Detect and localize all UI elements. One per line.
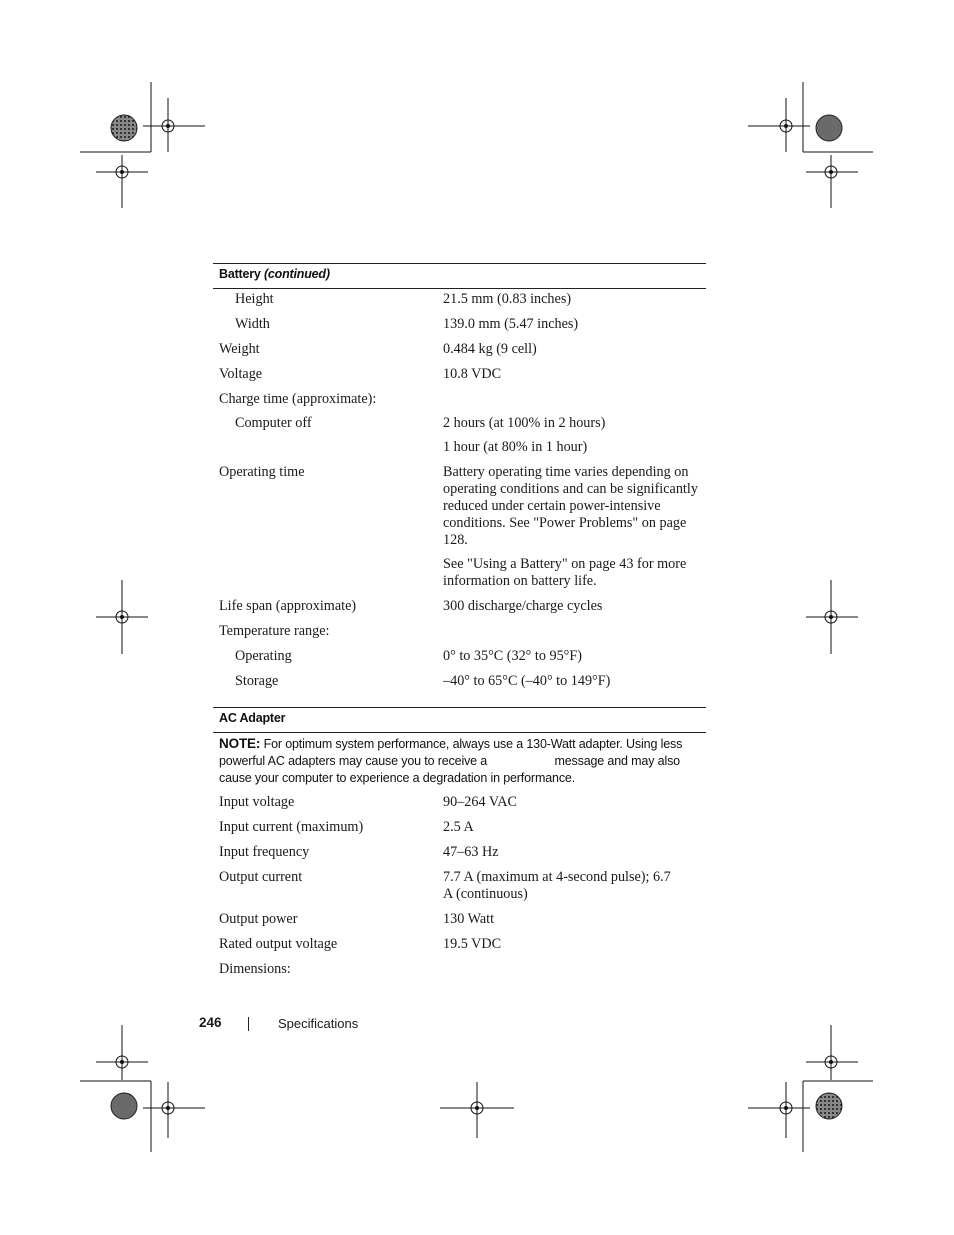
spec-label: Width (235, 316, 270, 332)
spec-label: Voltage (219, 366, 263, 382)
battery-section-title (219, 267, 330, 281)
spec-label: Input current (maximum) (219, 819, 364, 835)
ac-adapter-section-title: AC Adapter (219, 711, 286, 725)
spec-value: 21.5 mm (0.83 inches) (443, 291, 572, 307)
ac-adapter-note (219, 735, 709, 787)
footer-section-title: Specifications (278, 1016, 359, 1031)
battery-header-bottom-rule (213, 288, 706, 289)
spec-label: Charge time (approximate): (219, 391, 377, 407)
spec-label: Dimensions: (219, 961, 291, 977)
spec-value: 2.5 A (443, 819, 474, 835)
ac-header-top-rule (213, 707, 706, 708)
spec-value: See "Using a Battery" on page 43 for more information on battery life. (443, 556, 687, 589)
spec-value: Battery operating time varies depending on operating conditions and can be significantly reduced under certain power-intensive conditions. See "Power Problems" on page 128. (443, 464, 698, 548)
spec-label: Output current (219, 869, 303, 885)
spec-value: 300 discharge/charge cycles (443, 598, 603, 614)
battery-header-top-rule (213, 263, 706, 264)
ac-header-bottom-rule (213, 732, 706, 733)
spec-value: 130 Watt (443, 911, 495, 927)
spec-label: Storage (235, 673, 279, 689)
spec-label: Computer off (235, 415, 312, 431)
spec-label: Output power (219, 911, 298, 927)
spec-value: 139.0 mm (5.47 inches) (443, 316, 579, 332)
spec-value: 19.5 VDC (443, 936, 502, 952)
spec-label: Rated output voltage (219, 936, 338, 952)
spec-label: Weight (219, 341, 260, 357)
spec-label: Height (235, 291, 274, 307)
spec-value: 47–63 Hz (443, 844, 499, 860)
spec-label: Operating time (219, 464, 305, 480)
spec-label: Life span (approximate) (219, 598, 357, 614)
battery-title-suffix: (continued) (263, 267, 330, 281)
spec-label: Temperature range: (219, 623, 330, 639)
spec-label: Input frequency (219, 844, 310, 860)
spec-value: 0.484 kg (9 cell) (443, 341, 537, 357)
note-text-1: For optimum system performance, always use a 130-Watt adapter. Using less powerful AC adapters may cause you to receive a (219, 737, 683, 768)
spec-value: 90–264 VAC (443, 794, 517, 810)
spec-value: 7.7 A (maximum at 4-second pulse); 6.7 A (continuous) (443, 869, 671, 902)
note-text-2: message and may also cause your computer to experience a degradation in performance. (219, 754, 680, 785)
spec-label: Input voltage (219, 794, 295, 810)
spec-value: –40° to 65°C (–40° to 149°F) (443, 673, 611, 689)
spec-value: 2 hours (at 100% in 2 hours) (443, 415, 606, 431)
spec-value: 0° to 35°C (32° to 95°F) (443, 648, 582, 664)
note-label: NOTE: (219, 736, 261, 751)
battery-title-text: Battery (219, 267, 261, 281)
spec-value: 1 hour (at 80% in 1 hour) (443, 439, 588, 455)
page-number: 246 (199, 1015, 222, 1030)
spec-label: Operating (235, 648, 292, 664)
spec-value: 10.8 VDC (443, 366, 502, 382)
footer-separator (248, 1017, 249, 1031)
